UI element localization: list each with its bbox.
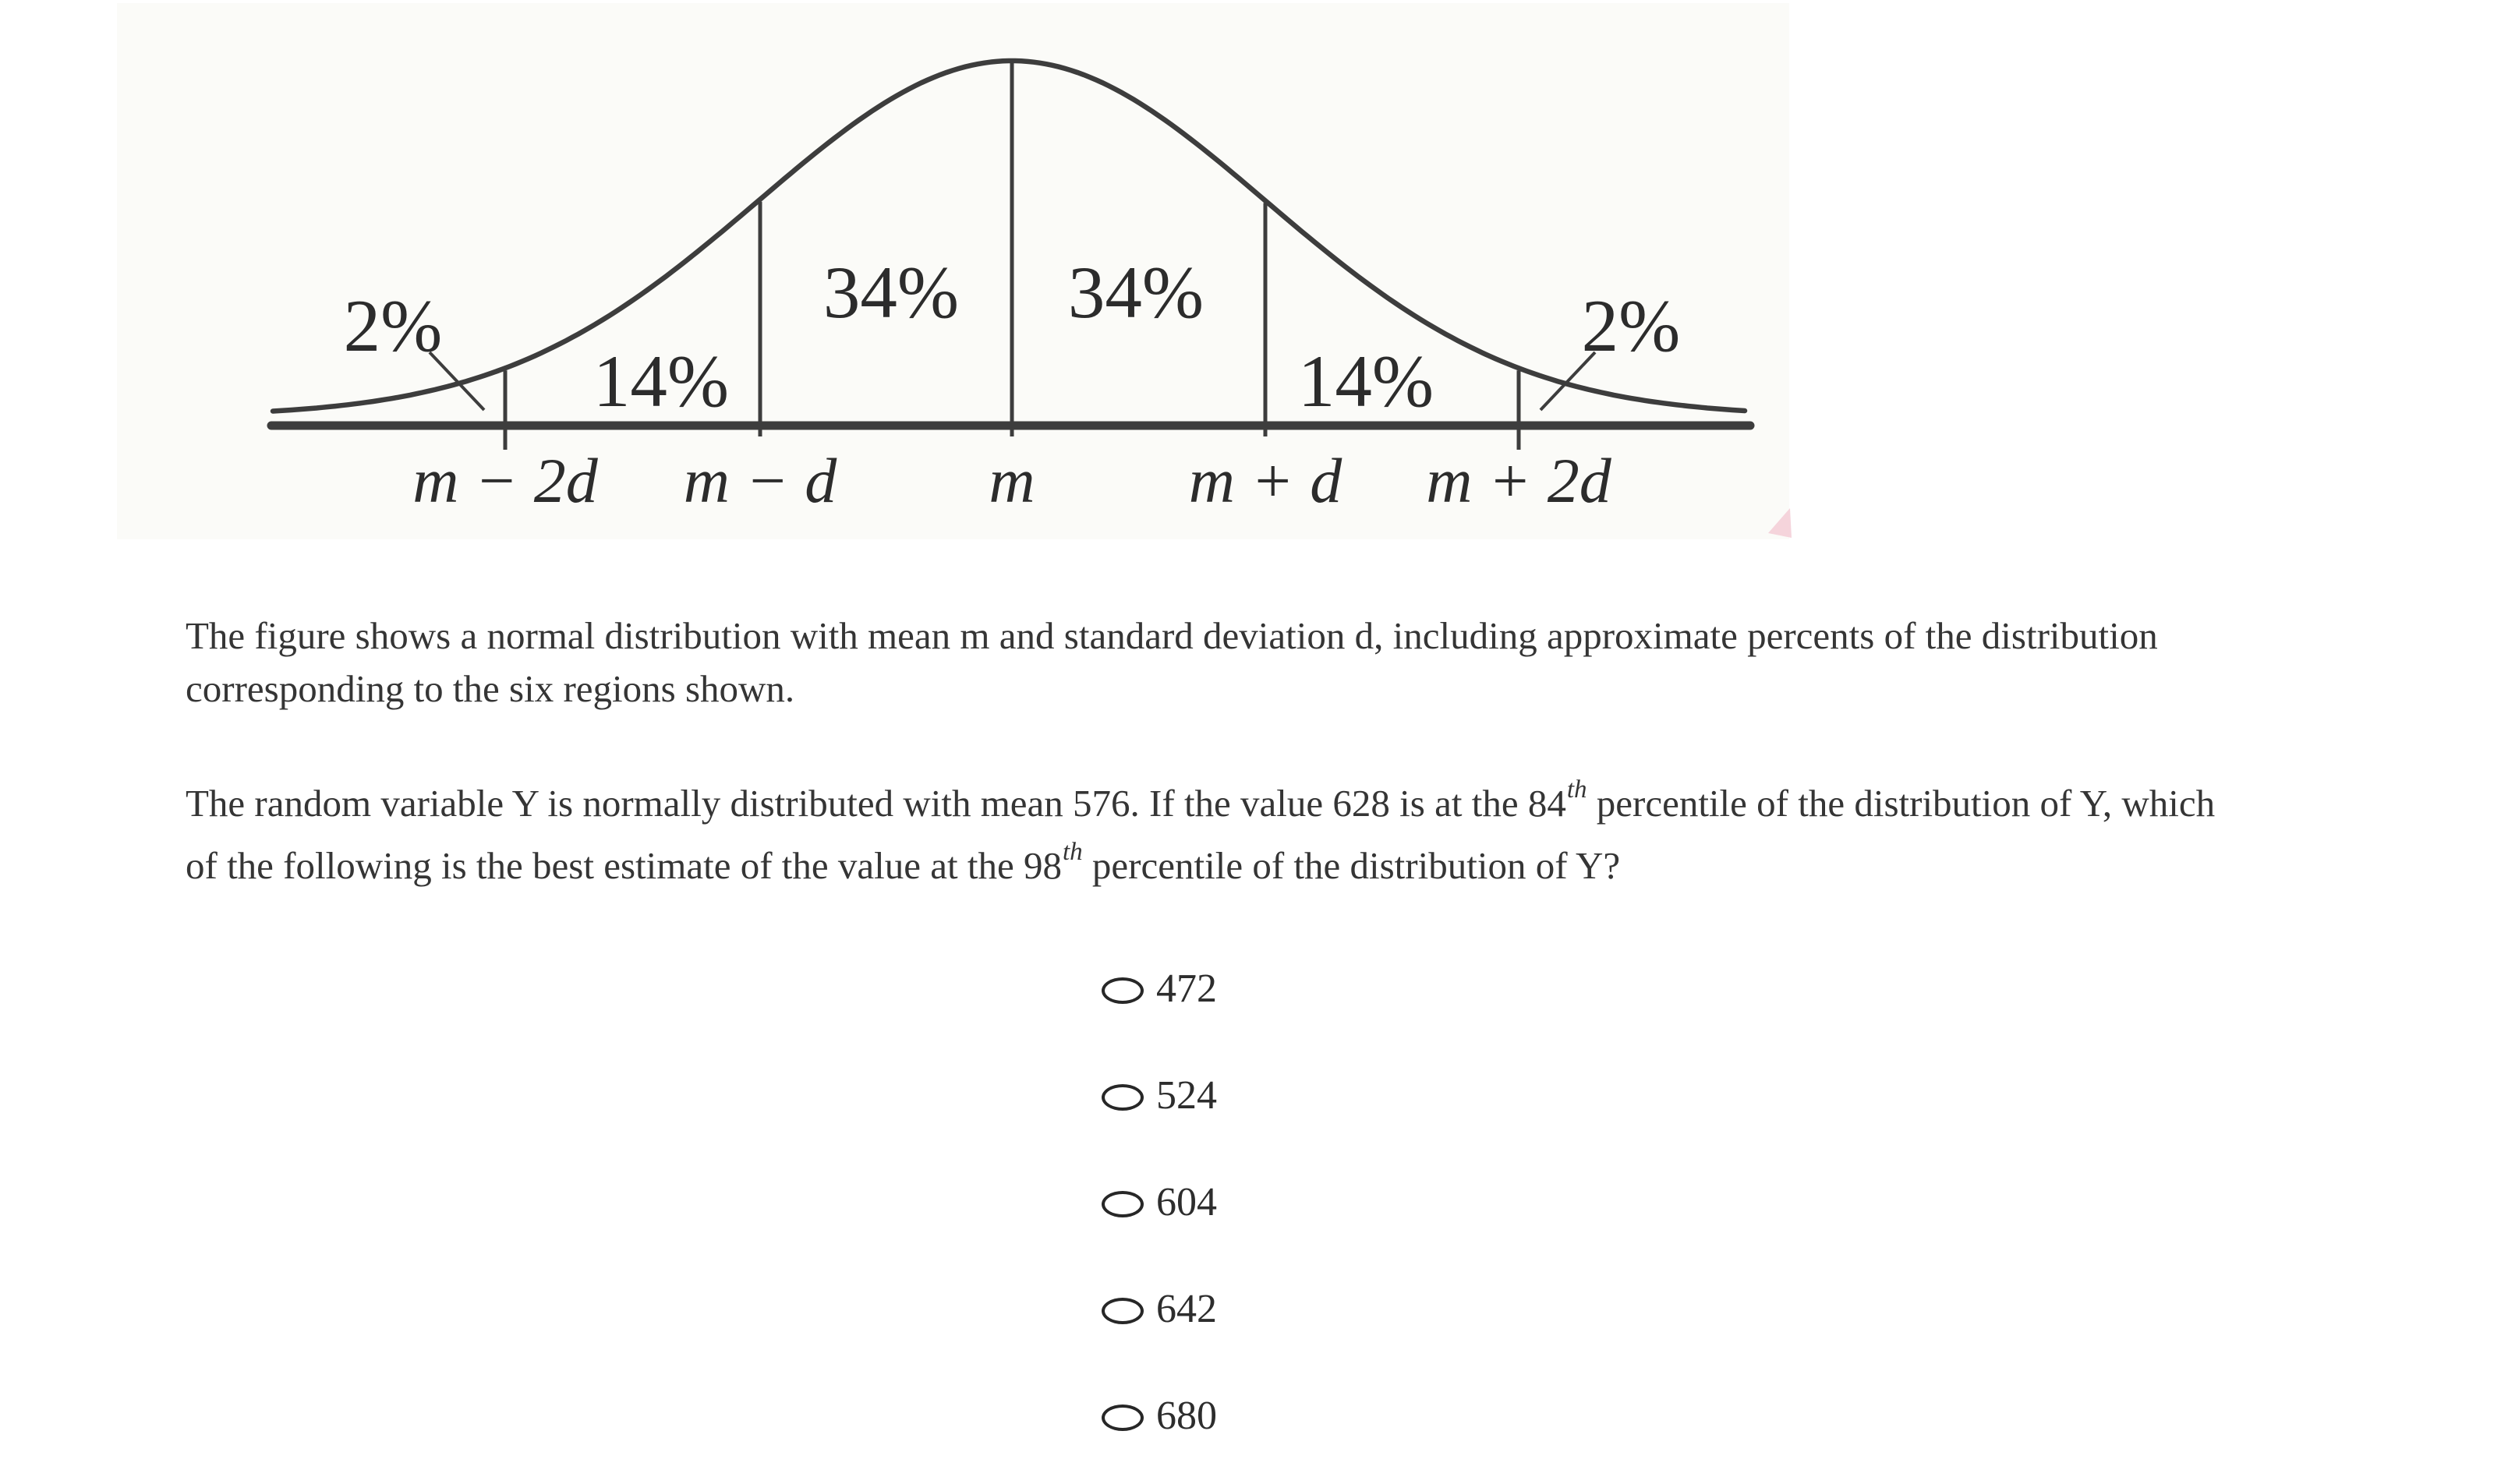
- answer-option-row-5[interactable]: [1102, 1364, 1217, 1471]
- answer-option-label[interactable]: 524: [1156, 1072, 1217, 1118]
- axis-tick-label: m − 2d: [412, 445, 598, 516]
- ordinal-superscript: th: [1566, 776, 1587, 804]
- region-label: 34%: [822, 251, 960, 334]
- radio-button-icon[interactable]: [1102, 1298, 1144, 1324]
- figure-description-line-1: The figure shows a normal distribution with mean m and standard deviation d, including approximate percents of the distribution: [186, 614, 2158, 657]
- answer-option-row-4[interactable]: [1102, 1257, 1217, 1364]
- axis-tick-label: m + 2d: [1426, 445, 1611, 516]
- axis-tick-label: m + d: [1188, 445, 1342, 516]
- region-label: 14%: [593, 340, 730, 422]
- normal-distribution-figure: [0, 0, 1832, 577]
- answer-options-list: [1102, 937, 1217, 1471]
- axis-tick-label: m: [989, 445, 1035, 516]
- answer-option-label[interactable]: 604: [1156, 1179, 1217, 1224]
- answer-option-row-2[interactable]: [1102, 1044, 1217, 1150]
- region-label: 2%: [1581, 284, 1681, 367]
- region-label: 34%: [1067, 251, 1205, 334]
- answer-option-label[interactable]: 472: [1156, 966, 1217, 1011]
- answer-option-label[interactable]: 642: [1156, 1286, 1217, 1331]
- region-label: 2%: [343, 284, 443, 367]
- figure-description-paragraph: [186, 610, 2158, 716]
- radio-button-icon[interactable]: [1102, 1404, 1144, 1431]
- answer-option-row-3[interactable]: [1102, 1150, 1217, 1257]
- answer-option-label[interactable]: 680: [1156, 1393, 1217, 1438]
- axis-tick-label: m − d: [683, 445, 837, 516]
- figure-description-line-2: corresponding to the six regions shown.: [186, 667, 795, 710]
- normal-distribution-svg: [0, 0, 1832, 577]
- radio-button-icon[interactable]: [1102, 1191, 1144, 1217]
- question-line-2: of the following is the best estimate of the value at the 98th percentile of the distribution of Y?: [186, 838, 1621, 887]
- radio-button-icon[interactable]: [1102, 977, 1144, 1004]
- ordinal-superscript: th: [1063, 838, 1083, 866]
- question-paragraph: [186, 775, 2215, 899]
- question-line-1: The random variable Y is normally distributed with mean 576. If the value 628 is at the 84th percentile of the distribution of Y, which: [186, 776, 2216, 825]
- answer-option-row-1[interactable]: [1102, 937, 1217, 1044]
- region-label: 14%: [1297, 340, 1434, 422]
- radio-button-icon[interactable]: [1102, 1084, 1144, 1111]
